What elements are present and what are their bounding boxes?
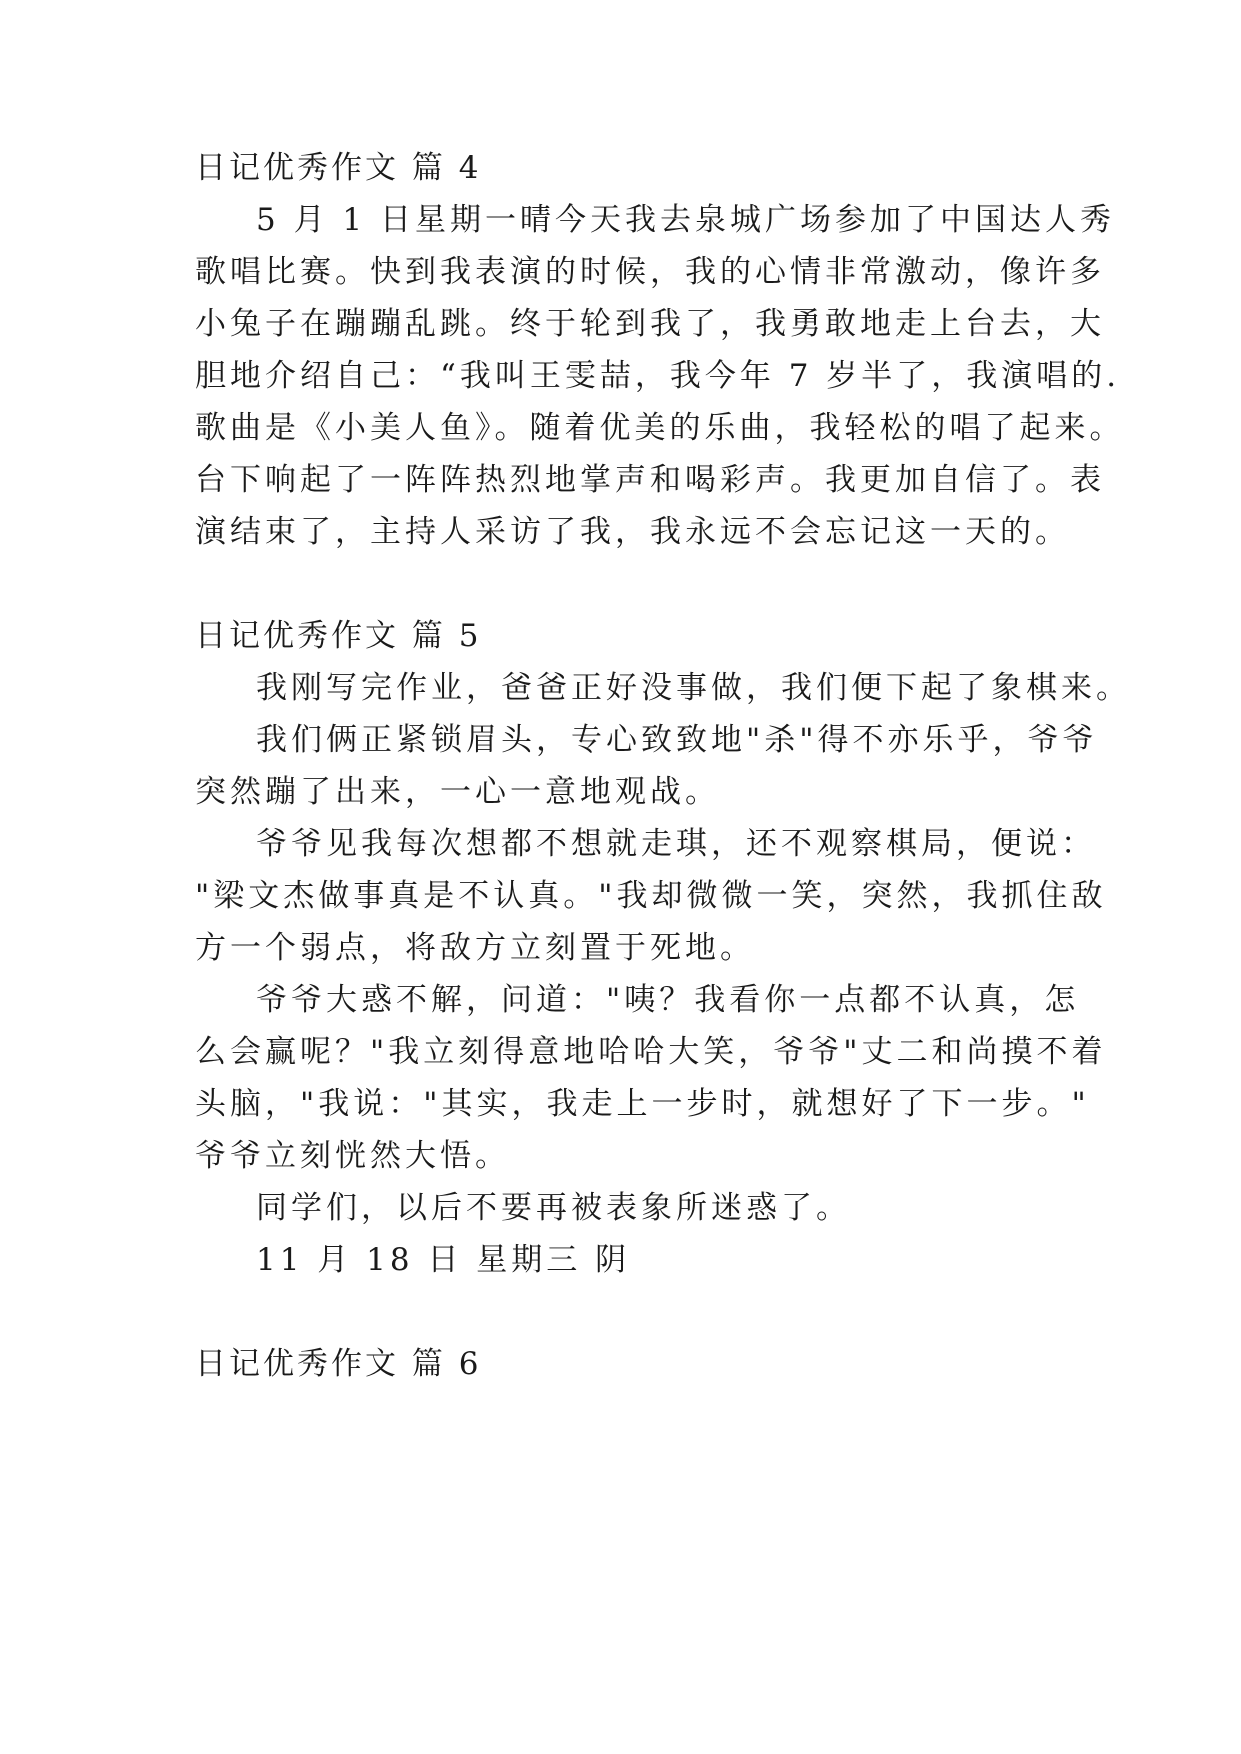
paragraph-line: 爷爷见我每次想都不想就走琪，还不观察棋局，便说： — [256, 826, 1096, 862]
paragraph-line: 头脑，"我说："其实，我走上一步时，就想好了下一步。" — [195, 1086, 1090, 1122]
date-line: 11 月 18 日 星期三 阴 — [256, 1242, 631, 1278]
paragraph-line: 胆地介绍自己：“我叫王雯喆，我今年 7 岁半了，我演唱的. — [195, 358, 1121, 394]
paragraph-line: 小兔子在蹦蹦乱跳。终于轮到我了，我勇敢地走上台去，大 — [195, 306, 1105, 342]
paragraph-line: 演结束了，主持人采访了我，我永远不会忘记这一天的。 — [195, 514, 1070, 550]
section-heading: 日记优秀作文 篇 4 — [195, 150, 482, 186]
section-heading: 日记优秀作文 篇 5 — [195, 618, 482, 654]
paragraph-line: 我刚写完作业，爸爸正好没事做，我们便下起了象棋来。 — [256, 670, 1131, 706]
section-heading: 日记优秀作文 篇 6 — [195, 1346, 482, 1382]
paragraph-line: 台下响起了一阵阵热烈地掌声和喝彩声。我更加自信了。表 — [195, 462, 1105, 498]
paragraph-line: 突然蹦了出来，一心一意地观战。 — [195, 774, 720, 810]
paragraph-line: 歌唱比赛。快到我表演的时候，我的心情非常激动，像许多 — [195, 254, 1105, 290]
paragraph-line: 爷爷大惑不解，问道："咦？我看你一点都不认真，怎 — [256, 982, 1080, 1018]
paragraph-line: 同学们，以后不要再被表象所迷惑了。 — [256, 1190, 851, 1226]
paragraph-line: 方一个弱点，将敌方立刻置于死地。 — [195, 930, 755, 966]
paragraph-line: "梁文杰做事真是不认真。"我却微微一笑，突然，我抓住敌 — [195, 878, 1107, 914]
paragraph-line: 5 月 1 日星期一晴今天我去泉城广场参加了中国达人秀 — [256, 202, 1116, 238]
paragraph-line: 歌曲是《小美人鱼》。随着优美的乐曲，我轻松的唱了起来。 — [195, 410, 1125, 446]
paragraph-line: 么会赢呢？"我立刻得意地哈哈大笑，爷爷"丈二和尚摸不着 — [195, 1034, 1107, 1070]
paragraph-line: 爷爷立刻恍然大悟。 — [195, 1138, 510, 1174]
paragraph-line: 我们俩正紧锁眉头，专心致致地"杀"得不亦乐乎，爷爷 — [256, 722, 1098, 758]
